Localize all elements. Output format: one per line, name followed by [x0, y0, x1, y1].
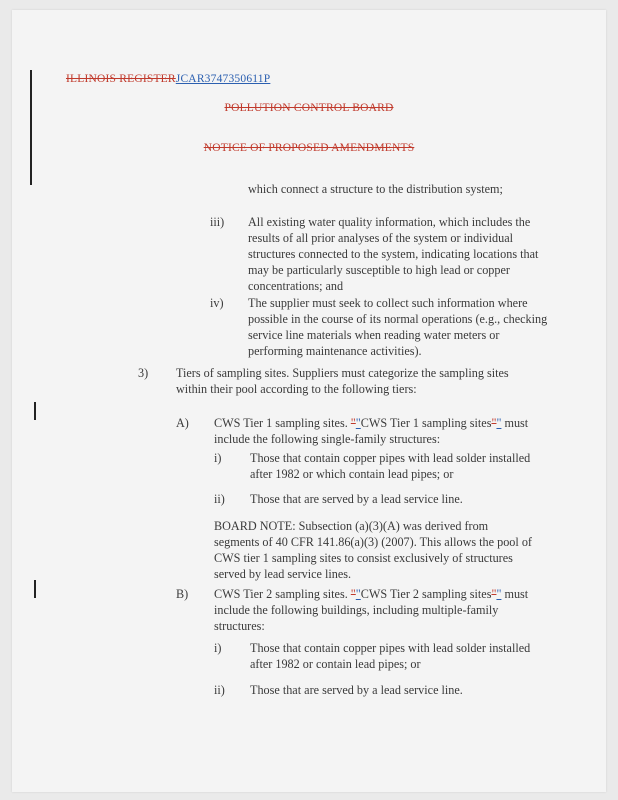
register-inserted: JCAR3747350611P [175, 73, 271, 85]
item-iv-number: iv) [210, 296, 224, 310]
item-3-number: 3) [138, 366, 149, 380]
item-A-ii-text: Those that are served by a lead service line. [250, 492, 463, 506]
register-line [66, 71, 270, 87]
item-A-tail: must include the following single-family structures: [214, 416, 529, 446]
item-iv-text: The supplier must seek to collect such information where possible in the course of its normal operations (e.g., checking service line materials when reading water meters or performing maintenance activities). [248, 296, 548, 358]
item-B-i-text: Those that contain copper pipes with lead solder installed after 1982 or contain lead pipes; or [250, 641, 531, 671]
item-iii-number: iii) [210, 215, 225, 229]
item-B-ii-text: Those that are served by a lead service line. [250, 683, 463, 697]
item-B-quoted: CWS Tier 2 sampling sites [360, 587, 492, 601]
item-A-quoted: CWS Tier 1 sampling sites [360, 416, 492, 430]
change-bar [34, 402, 36, 420]
item-3-text: Tiers of sampling sites. Suppliers must categorize the sampling sites within their pool according to the following tiers: [176, 366, 509, 396]
change-bar [34, 580, 36, 598]
item-B-struck-quote-close: " [491, 587, 497, 601]
item-iii-text: All existing water quality information, which includes the results of all prior analyses of the system or individual structures connected to the system, indicating locations that may be particularly susceptible to high lead or copper concentrations; and [248, 215, 539, 293]
item-A-number: A) [176, 416, 189, 430]
item-A-ii-number: ii) [214, 492, 225, 506]
change-bar [30, 70, 32, 185]
board-note: BOARD NOTE: Subsection (a)(3)(A) was derived from segments of 40 CFR 141.86(a)(3) (2007). This allows the pool of CWS tier 1 sampling sites to consist exclusively of structures served by lead service lines. [214, 519, 532, 581]
item-B-lead: CWS Tier 2 sampling sites. [214, 587, 351, 601]
document-page [12, 10, 606, 792]
item-B-number: B) [176, 587, 189, 601]
item-A-struck-quote-open: " [350, 416, 356, 430]
board-title: POLLUTION CONTROL BOARD [224, 102, 394, 114]
item-B-ins-quote-open: " [355, 587, 361, 601]
item-A-i-number: i) [214, 451, 222, 465]
item-B-struck-quote-open: " [350, 587, 356, 601]
item-A-struck-quote-close: " [491, 416, 497, 430]
item-A-text [214, 415, 544, 447]
item-A-ins-quote-open: " [355, 416, 361, 430]
item-A-lead: CWS Tier 1 sampling sites. [214, 416, 351, 430]
notice-title: NOTICE OF PROPOSED AMENDMENTS [203, 142, 415, 154]
item-B-text [214, 586, 544, 634]
continuation-text: which connect a structure to the distribution system; [248, 182, 503, 196]
item-B-i-number: i) [214, 641, 222, 655]
item-A-i-text: Those that contain copper pipes with lead solder installed after 1982 or which contain lead pipes; or [250, 451, 531, 481]
item-B-ii-number: ii) [214, 683, 225, 697]
item-B-tail: must include the following buildings, including multiple-family structures: [214, 587, 529, 633]
register-struck: ILLINOIS REGISTER [66, 73, 176, 85]
item-A-ins-quote-close: " [496, 416, 502, 430]
item-B-ins-quote-close: " [496, 587, 502, 601]
